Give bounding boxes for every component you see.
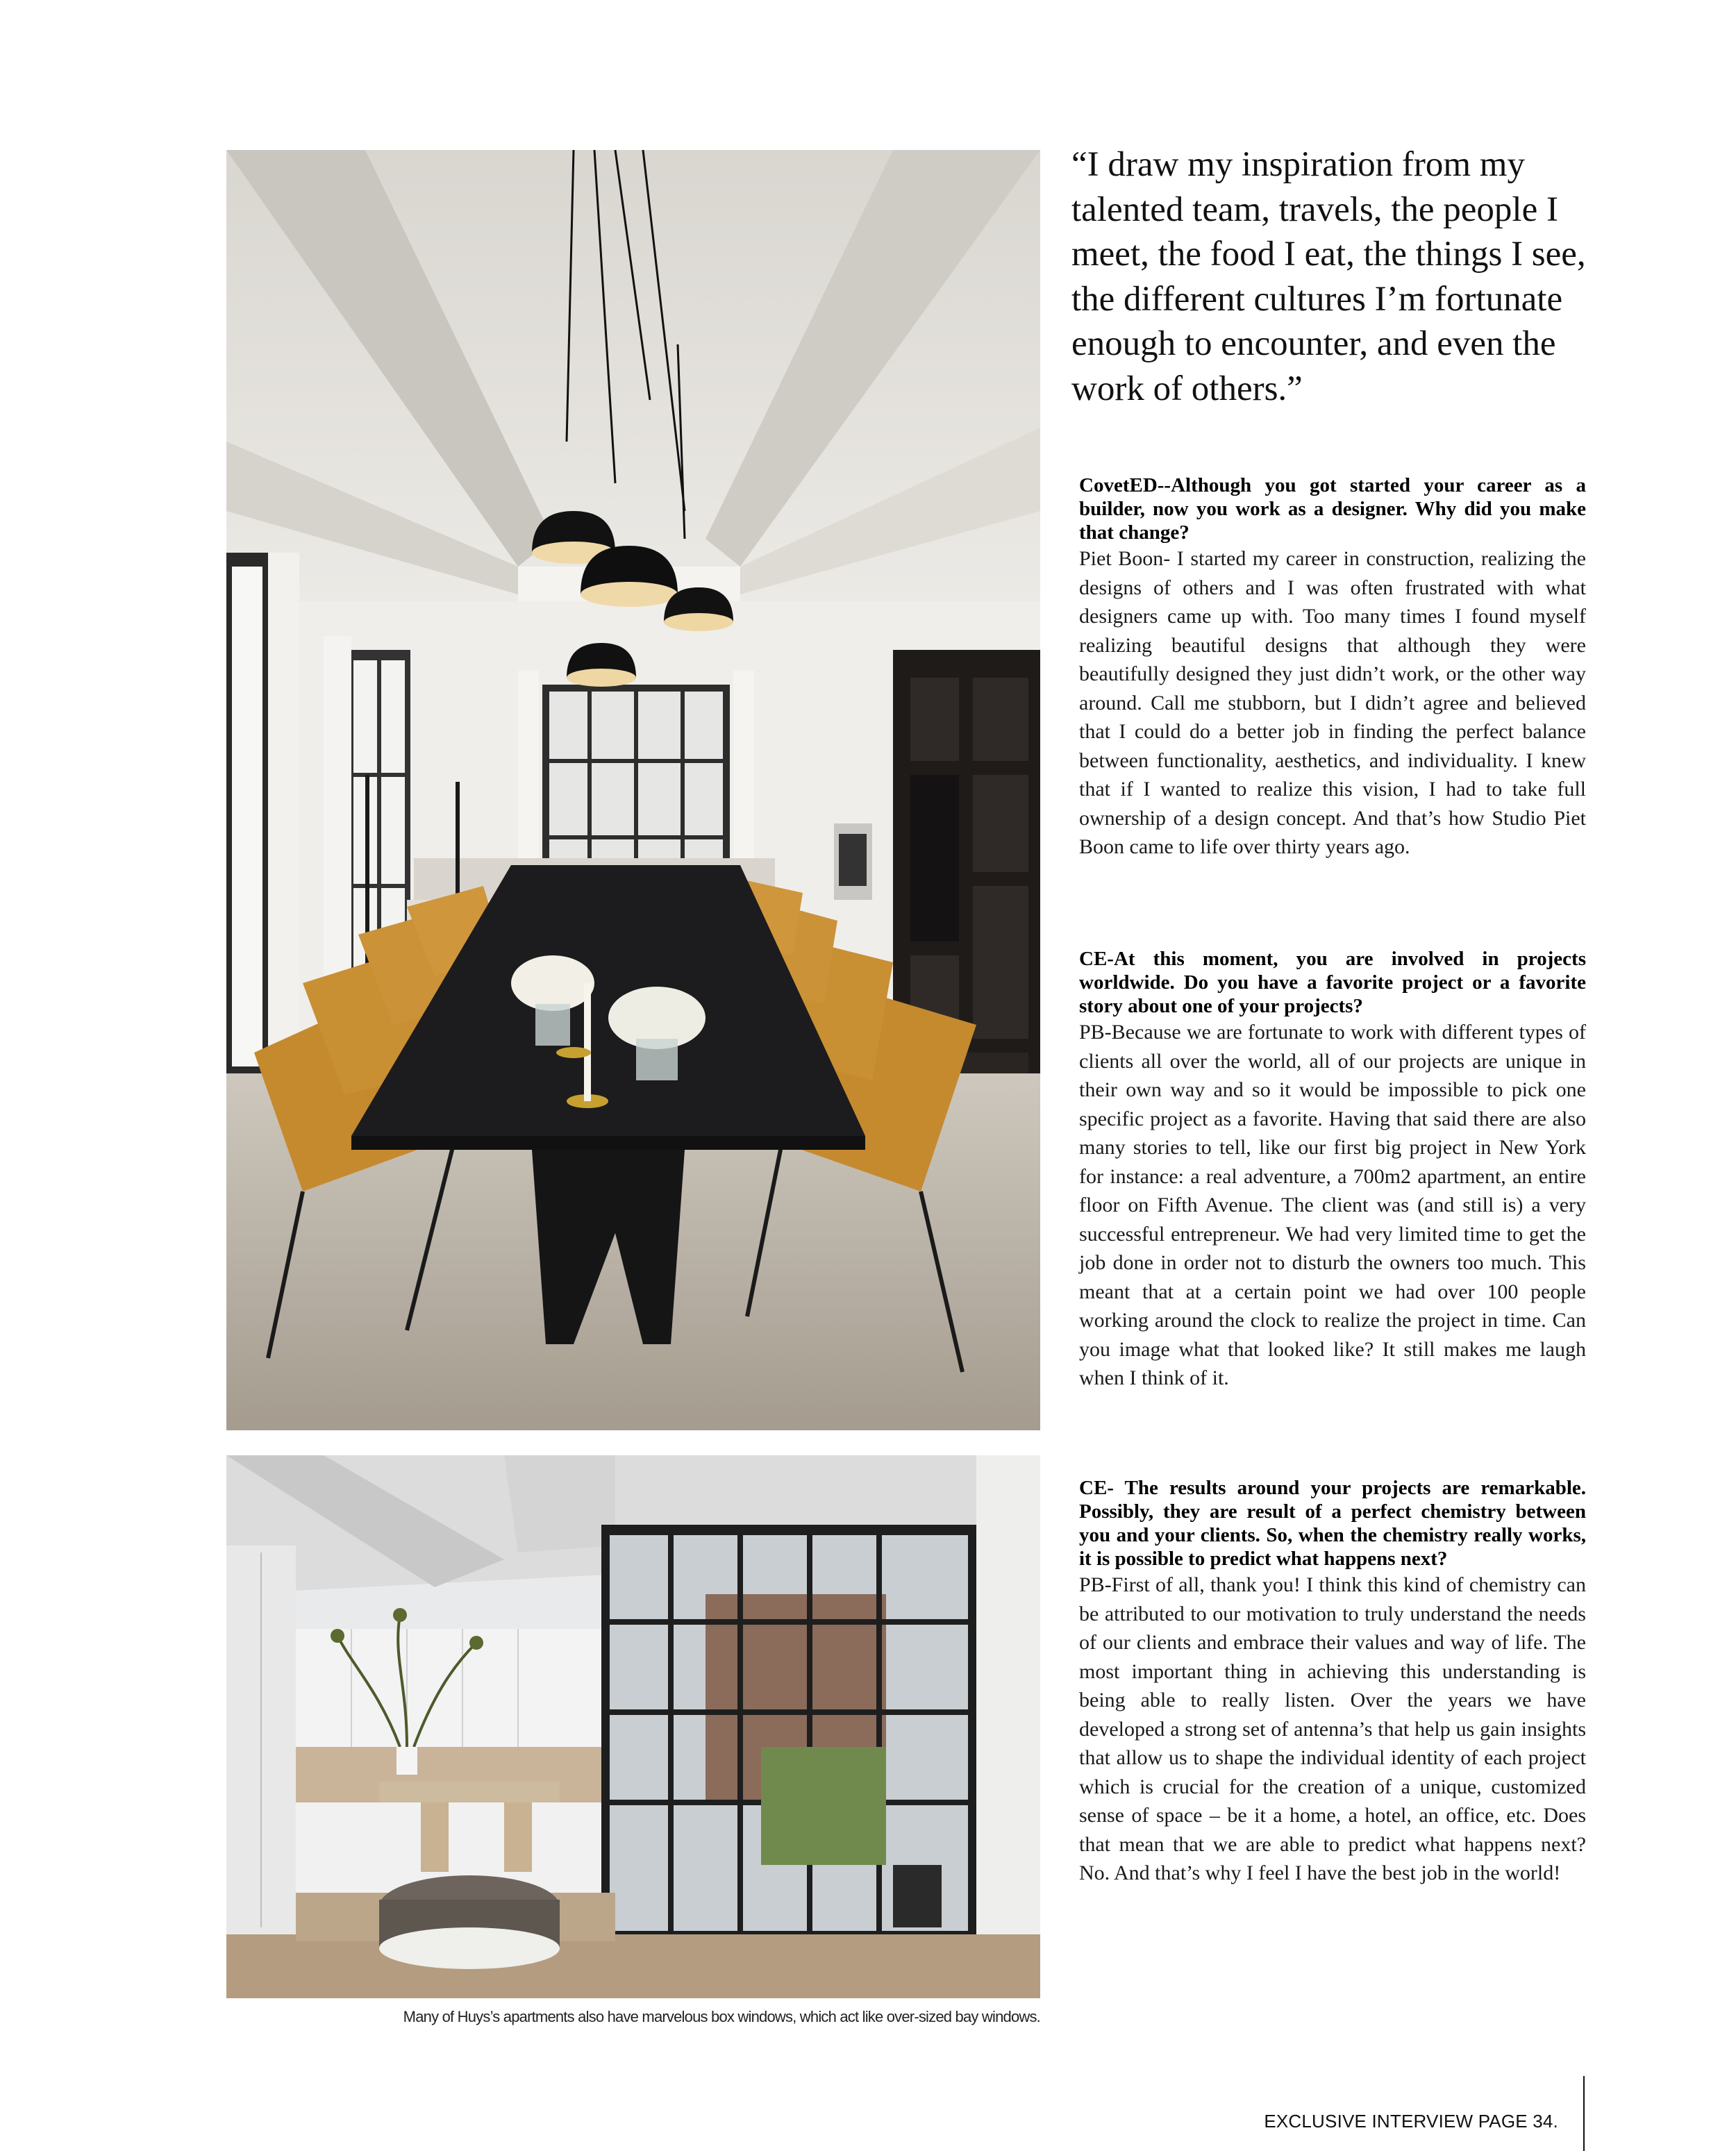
interview-answer-3: PB-First of all, thank you! I think this kind of chemistry can be attributed to our motivation to truly understand the needs of our clients and embrace their values and way of life. The most important thing in achieving this understanding is being able to really listen. Over the years we have developed a strong set of antenna’s that help us gain insights that allow us to shape the individual identity of each project which is crucial for the creation of a unique, customized sense of space – be it a home, a hotel, an office, etc. Does that mean that we are able to predict what happens next? No. And that’s why I feel I have the best job in the world!	[1079, 1573, 1586, 1884]
interview-question-1: CovetED--Although you got started your career as a builder, now you work as a designer. Why did you make that change?	[1079, 474, 1586, 544]
dining-room-photo	[226, 150, 1040, 1430]
footer-divider	[1583, 2076, 1585, 2151]
interview-block-3	[1079, 1476, 1586, 1888]
page-footer: EXCLUSIVE INTERVIEW PAGE 34.	[1264, 2111, 1558, 2132]
interview-question-3: CE- The results around your projects are remarkable. Possibly, they are result of a perfect chemistry between you and your clients. So, when the chemistry really works, it is possible to predict what happens next?	[1079, 1477, 1586, 1570]
dining-room-illustration	[226, 150, 1040, 1430]
interview-question-2: CE-At this moment, you are involved in projects worldwide. Do you have a favorite project or a favorite story about one of your projects?	[1079, 948, 1586, 1017]
interview-block-1	[1079, 474, 1586, 862]
kitchen-photo-caption: Many of Huys’s apartments also have marvelous box windows, which act like over-sized bay windows.	[403, 2008, 1040, 2025]
kitchen-photo	[226, 1455, 1040, 1998]
kitchen-illustration	[226, 1455, 1040, 1998]
interview-answer-2: PB-Because we are fortunate to work with different types of clients all over the world, all of our projects are unique in their own way and so it would be impossible to pick one specific project as a favorite. Having that said there are also many stories to tell, like our first big project in New York for instance: a real adventure, a 700m2 apartment, an entire floor on Fifth Avenue. The client was (and still is) a very successful entrepreneur. We had very limited time to get the job done in order not to disturb the owners too much. This meant that at a certain point we had over 100 people working around the clock to realize the project in time. Can you image what that looked like? It still makes me laugh when I think of it.	[1079, 1021, 1586, 1389]
interview-block-2	[1079, 947, 1586, 1393]
pull-quote: “I draw my inspiration from my talented team, travels, the people I meet, the food I eat, the things I see, the different cultures I’m fortunate enough to encounter, and even the work of others.”	[1071, 145, 1586, 408]
interview-answer-1: Piet Boon- I started my career in construction, realizing the designs of others and I was often frustrated with what designers came up with. Too many times I found myself realizing beautiful designs that although they were beautifully designed they just didn’t work, or the other way around. Call me stubborn, but I didn’t agree and believed that I could do a better job in finding the perfect balance between functionality, aesthetics, and individuality. I knew that if I wanted to realize this vision, I had to take full ownership of a design concept. And that’s how Studio Piet Boon came to life over thirty years ago.	[1079, 547, 1586, 858]
